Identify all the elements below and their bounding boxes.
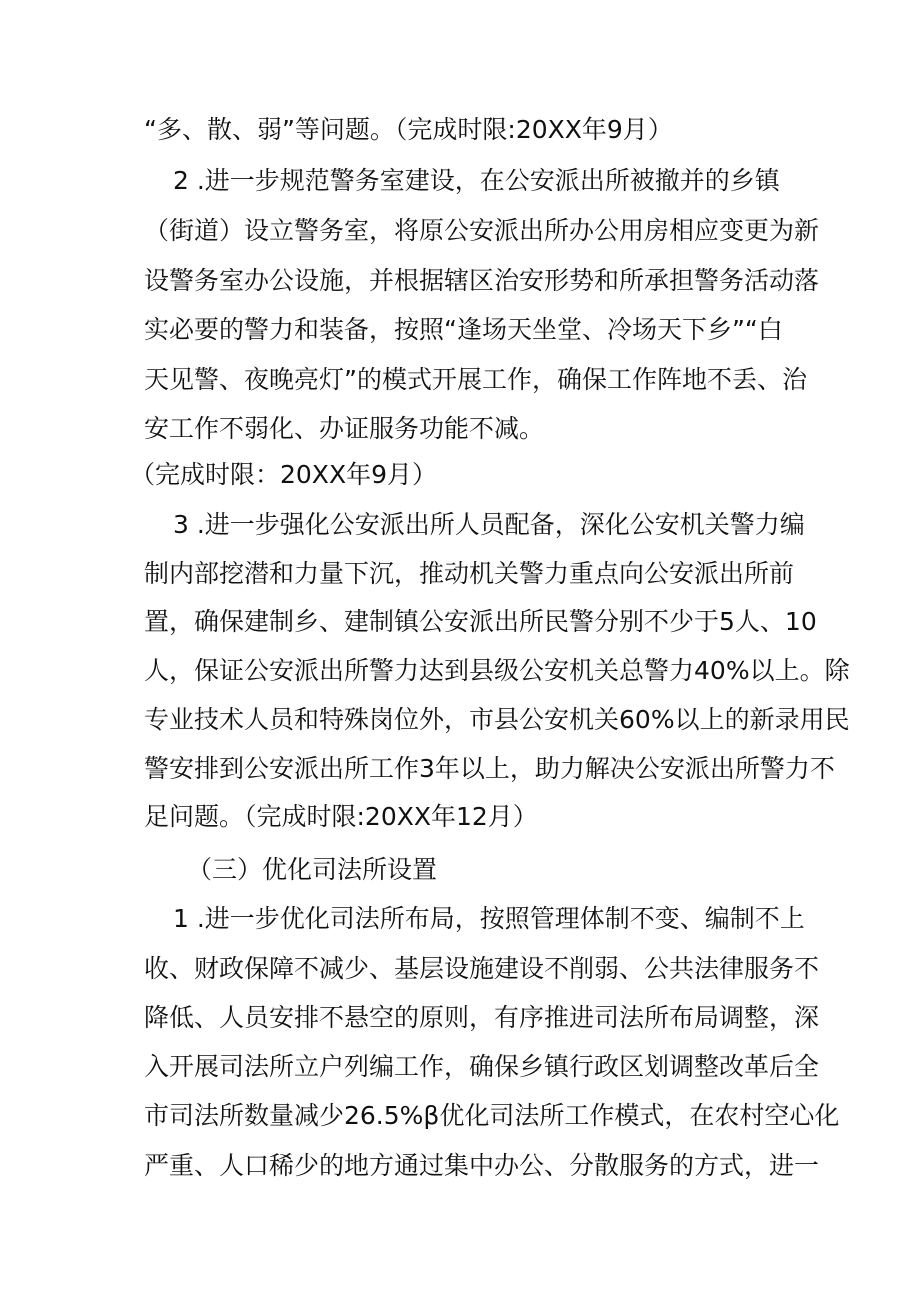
text-line: 足问题。（完成时限:20XX年12月） — [144, 802, 538, 831]
text-line: （街道）设立警务室，将原公安派出所办公用房相应变更为新 — [144, 216, 820, 245]
text-line: 专业技术人员和特殊岗位外，市县公安机关60%以上的新录用民 — [144, 705, 850, 734]
section-heading: （三）优化司法所设置 — [187, 855, 438, 884]
text-line: 严重、人口稀少的地方通过集中办公、分散服务的方式，进一 — [144, 1151, 820, 1180]
text-line: 制内部挖潜和力量下沉，推动机关警力重点向公安派出所前 — [144, 559, 795, 588]
text-line: 收、财政保障不减少、基层设施建设不削弱、公共法律服务不 — [144, 954, 820, 983]
text-line: 3 .进一步强化公安派出所人员配备，深化公安机关警力编 — [173, 510, 805, 539]
text-line: 人，保证公安派出所警力达到县级公安机关总警力40%以上。除 — [144, 656, 850, 685]
text-line: 降低、人员安排不悬空的原则，有序推进司法所布局调整，深 — [144, 1003, 820, 1032]
text-line: “多、散、弱”等问题。（完成时限:20XX年9月） — [144, 115, 673, 144]
text-line: 安工作不弱化、办证服务功能不减。 — [144, 414, 545, 443]
text-line: 实必要的警力和装备，按照“逢场天坐堂、冷场天下乡”“白 — [144, 315, 783, 344]
text-line: 入开展司法所立户列编工作，确保乡镇行政区划调整改革后全 — [144, 1052, 820, 1081]
text-line: 置，确保建制乡、建制镇公安派出所民警分别不少于5人、10 — [144, 607, 817, 636]
text-line: 2 .进一步规范警务室建设，在公安派出所被撤并的乡镇 — [173, 166, 780, 195]
text-line: 天见警、夜晚亮灯”的模式开展工作，确保工作阵地不丢、治 — [144, 365, 807, 394]
text-line: 设警务室办公设施，并根据辖区治安形势和所承担警务活动落 — [144, 266, 820, 295]
text-line: 1 .进一步优化司法所布局，按照管理体制不变、编制不上 — [173, 904, 805, 933]
text-line: 市司法所数量减少26.5%β优化司法所工作模式，在农村空心化 — [144, 1101, 840, 1130]
text-line: （完成时限：20XX年9月） — [130, 460, 437, 489]
text-line: 警安排到公安派出所工作3年以上，助力解决公安派出所警力不 — [144, 754, 835, 783]
